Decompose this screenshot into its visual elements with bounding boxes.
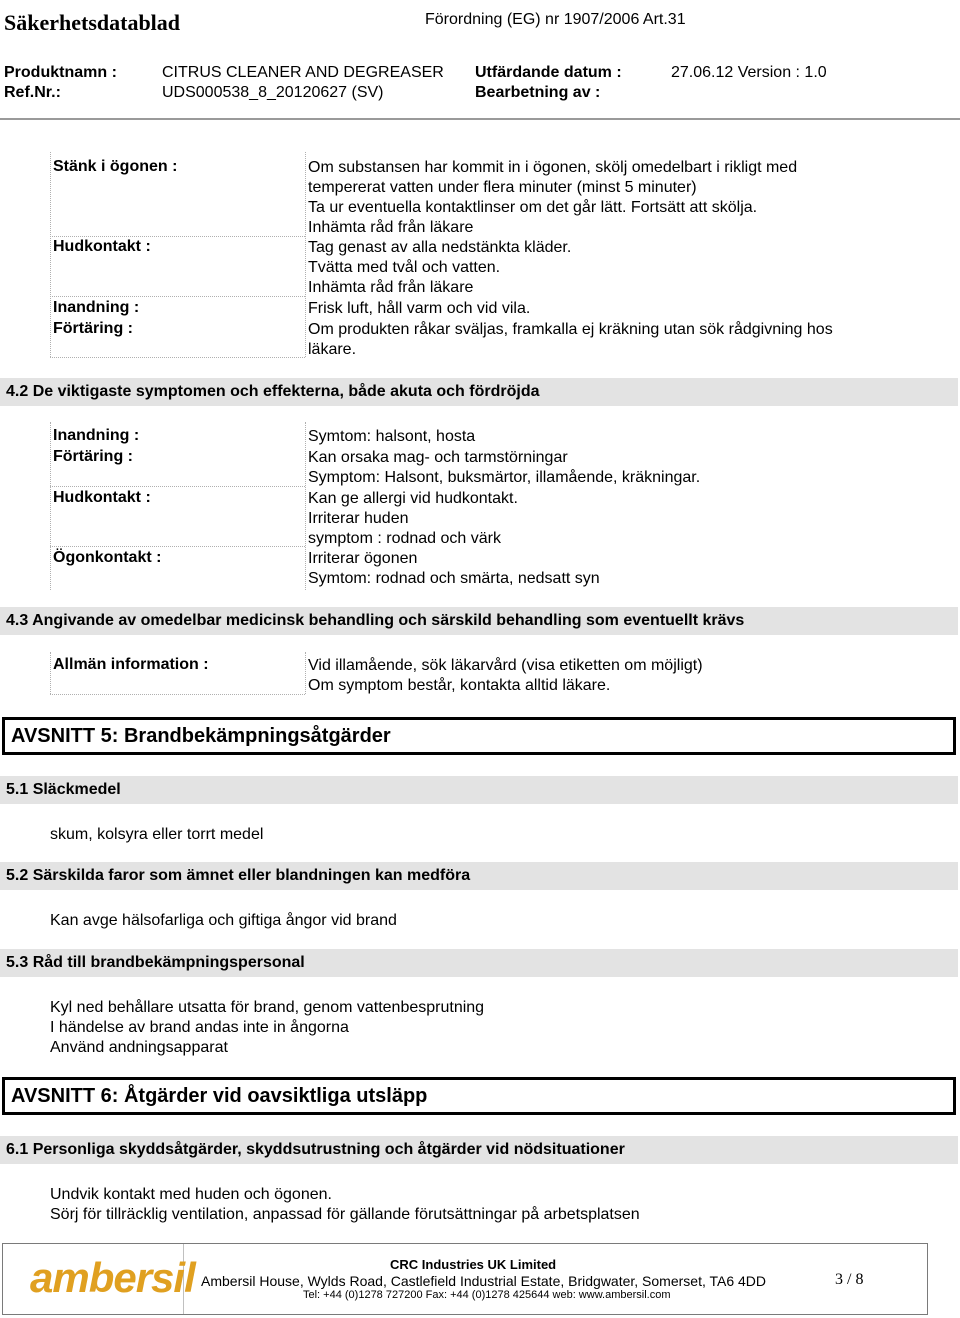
row-divider xyxy=(50,694,305,695)
regulation-reference: Förordning (EG) nr 1907/2006 Art.31 xyxy=(425,11,686,28)
table-border xyxy=(305,152,306,357)
extinguishing-media-text: skum, kolsyra eller torrt medel xyxy=(50,826,264,843)
subsection-heading-4-2: 4.2 De viktigaste symptomen och effekterna, både akuta och fördröjda xyxy=(0,378,958,406)
product-name: CITRUS CLEANER AND DEGREASER xyxy=(162,64,444,81)
footer-address: Ambersil House, Wylds Road, Castlefield Industrial Estate, Bridgwater, Somerset, TA6 4DD xyxy=(201,1273,767,1289)
symptom-skin-label: Hudkontakt : xyxy=(53,489,151,506)
general-info-text: Vid illamående, sök läkarvård (visa etiketten om möjligt) Om symptom består, kontakta alltid läkare. xyxy=(308,657,703,694)
symptom-inhalation-text: Symtom: halsont, hosta xyxy=(308,428,476,445)
footer-contact: Tel: +44 (0)1278 727200 Fax: +44 (0)1278 425644 web: www.ambersil.com xyxy=(303,1289,671,1301)
product-name-label: Produktnamn : xyxy=(4,64,117,81)
subsection-heading-6-1: 6.1 Personliga skyddsåtgärder, skyddsutrustning och åtgärder vid nödsituationer xyxy=(0,1136,958,1164)
table-border xyxy=(50,652,51,694)
header-divider xyxy=(0,118,960,120)
subsection-heading-5-2: 5.2 Särskilda faror som ämnet eller blandningen kan medföra xyxy=(0,862,958,890)
symptom-ingestion-text: Kan orsaka mag- och tarmstörningar Symptom: Halsont, buksmärtor, illamående, kräkningar. xyxy=(308,449,701,486)
ref-number: UDS000538_8_20120627 (SV) xyxy=(162,84,384,101)
subsection-heading-5-3: 5.3 Råd till brandbekämpningspersonal xyxy=(0,949,958,977)
row-divider xyxy=(50,546,305,547)
inhalation-label: Inandning : xyxy=(53,299,140,316)
row-divider xyxy=(50,357,305,358)
ambersil-logo: ambersil xyxy=(30,1254,195,1301)
inhalation-text: Frisk luft, håll varm och vid vila. xyxy=(308,300,531,317)
eyes-label: Stänk i ögonen : xyxy=(53,158,178,175)
subsection-heading-4-3: 4.3 Angivande av omedelbar medicinsk behandling och särskild behandling som eventuellt krävs xyxy=(0,607,958,635)
ref-label: Ref.Nr.: xyxy=(4,84,61,101)
row-divider xyxy=(50,296,305,297)
eyes-text: Om substansen har kommit in i ögonen, skölj omedelbart i rikligt med tempererat vatten under flera minuter (minst 5 minuter) Ta ur eventuella kontaktlinser om det går lätt. Fortsätt att skölja. Inhämta råd från läkare xyxy=(308,159,798,236)
document-title: Säkerhetsdatablad xyxy=(4,10,181,35)
firefighter-advice-text: Kyl ned behållare utsatta för brand, genom vattenbesprutning I händelse av brand andas inte in ångorna Använd andningsapparat xyxy=(50,999,485,1056)
subsection-heading-5-1: 5.1 Släckmedel xyxy=(0,776,958,804)
footer-company: CRC Industries UK Limited xyxy=(390,1257,557,1272)
row-divider xyxy=(50,486,305,487)
row-divider xyxy=(50,236,305,237)
page-number: 3 / 8 xyxy=(835,1271,864,1288)
skin-label: Hudkontakt : xyxy=(53,238,151,255)
ingestion-label: Förtäring : xyxy=(53,320,133,337)
table-border xyxy=(50,152,51,357)
revision-label: Bearbetning av : xyxy=(475,84,601,101)
symptom-eye-text: Irriterar ögonen Symtom: rodnad och smärta, nedsatt syn xyxy=(308,550,600,587)
general-info-label: Allmän information : xyxy=(53,656,209,673)
section-title-6: AVSNITT 6: Åtgärder vid oavsiktliga utsläpp xyxy=(2,1077,956,1115)
table-border xyxy=(305,652,306,694)
issue-date: 27.06.12 Version : 1.0 xyxy=(671,64,827,81)
ingestion-text: Om produkten råkar sväljas, framkalla ej kräkning utan sök rådgivning hos läkare. xyxy=(308,321,833,358)
symptom-eye-label: Ögonkontakt : xyxy=(53,549,162,566)
special-hazards-text: Kan avge hälsofarliga och giftiga ångor vid brand xyxy=(50,912,397,929)
table-border xyxy=(305,422,306,590)
symptom-inhalation-label: Inandning : xyxy=(53,427,140,444)
symptom-ingestion-label: Förtäring : xyxy=(53,448,133,465)
section-title-5: AVSNITT 5: Brandbekämpningsåtgärder xyxy=(2,717,956,755)
skin-text: Tag genast av alla nedstänkta kläder. Tvätta med tvål och vatten. Inhämta råd från läkare xyxy=(308,239,572,296)
symptom-skin-text: Kan ge allergi vid hudkontakt. Irriterar huden symptom : rodnad och värk xyxy=(308,490,518,547)
table-border xyxy=(50,422,51,590)
personal-precautions-text: Undvik kontakt med huden och ögonen. Sörj för tillräcklig ventilation, anpassad för gällande förutsättningar på arbetsplatsen xyxy=(50,1186,640,1223)
issue-date-label: Utfärdande datum : xyxy=(475,64,622,81)
